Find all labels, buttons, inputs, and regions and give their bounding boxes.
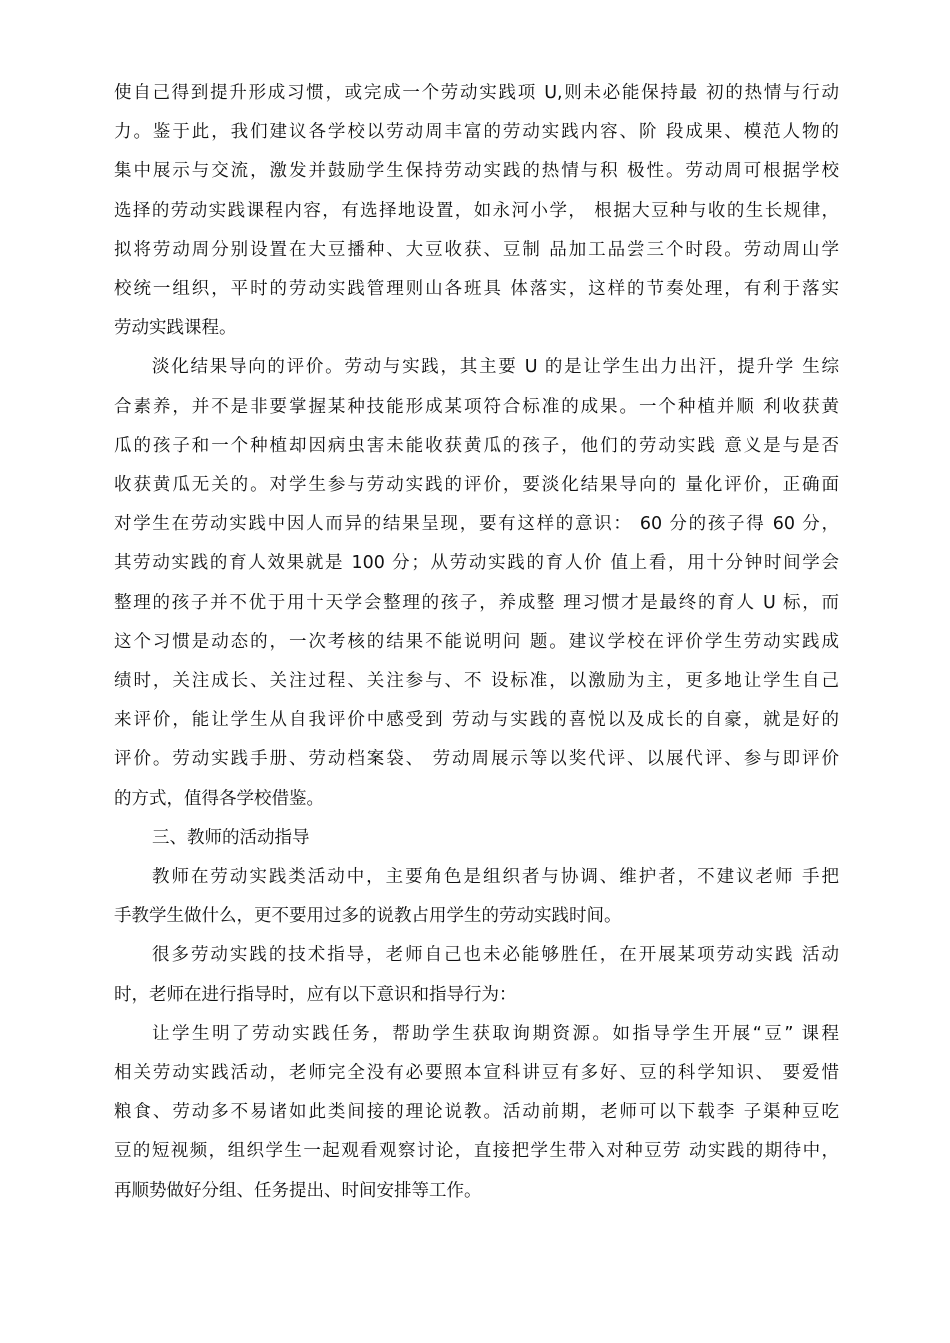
text-line: 劳动实践课程。: [114, 318, 237, 339]
text-line: 豆的短视频，组织学生一起观看观察讨论，直接把学生带入对种豆劳 动实践的期待中，: [114, 1141, 839, 1162]
text-line: 集中展示与交流，激发并鼓励学生保持劳动实践的热情与积 极性。劳动周可根据学校: [114, 161, 839, 182]
text-line: 教师在劳动实践类活动中，主要角色是组织者与协调、维护者，不建议老师 手把: [152, 867, 839, 888]
paragraph: [114, 858, 839, 936]
text-line: 粮食、劳动多不易诸如此类间接的理论说教。活动前期，老师可以下载李 子渠种豆吃: [114, 1102, 839, 1123]
text-line: 收获黄瓜无关的。对学生参与劳动实践的评价，要淡化结果导向的 量化评价，正确面: [114, 475, 839, 496]
text-line: 手教学生做什么，更不要用过多的说教占用学生的劳动实践时间。: [114, 906, 622, 927]
text-line: 校统一组织，平时的劳动实践管理则山各班具 体落实，这样的节奏处理，有利于落实: [114, 279, 839, 300]
paragraph: [114, 819, 839, 858]
paragraph: [114, 348, 839, 818]
text-line: 整理的孩子并不优于用十天学会整理的孩子，养成整 理习惯才是最终的育人 U 标，而: [114, 592, 839, 613]
text-line: 使自己得到提升形成习惯，或完成一个劳动实践项 U,则未必能保持最 初的热情与行动: [114, 83, 839, 103]
text-line: 的方式，值得各学校借鉴。: [114, 788, 324, 809]
text-line: 瓜的孩子和一个种植却因病虫害未能收获黄瓜的孩子，他们的劳动实践 意义是与是否: [114, 435, 839, 456]
text-line: 拟将劳动周分别设置在大豆播种、大豆收获、豆制 品加工品尝三个时段。劳动周山学: [114, 239, 839, 260]
text-line: 力。鉴于此，我们建议各学校以劳动周丰富的劳动实践内容、阶 段成果、模范人物的: [114, 122, 839, 143]
text-line: 很多劳动实践的技术指导，老师自己也未必能够胜任，在开展某项劳动实践 活动: [152, 945, 839, 966]
text-line: 来评价，能让学生从自我评价中感受到 劳动与实践的喜悦以及成长的自豪，就是好的: [114, 710, 839, 731]
paragraph: [114, 936, 839, 1014]
text-line: 这个习惯是动态的，一次考核的结果不能说明问 题。建议学校在评价学生劳动实践成: [114, 631, 839, 652]
text-line: 淡化结果导向的评价。劳动与实践，其主要 U 的是让学生出力出汗，提升学 生综: [152, 357, 839, 378]
text-line: 三、教师的活动指导: [152, 827, 310, 848]
text-line: 让学生明了劳动实践任务，帮助学生获取询期资源。如指导学生开展“豆” 课程: [152, 1023, 839, 1044]
paragraph: [114, 1015, 839, 1211]
text-line: 选择的劳动实践课程内容，有选择地设置，如永河小学， 根据大豆种与收的生长规律，: [114, 200, 839, 221]
text-line: 合素养，并不是非要掌握某种技能形成某项符合标准的成果。一个种植并顺 利收获黄: [114, 396, 839, 417]
paragraph: [114, 74, 839, 348]
text-line: 其劳动实践的育人效果就是 100 分；从劳动实践的育人价 值上看，用十分钟时间学会: [114, 553, 839, 574]
document-body: [114, 74, 839, 1211]
text-line: 时，老师在进行指导时，应有以下意识和指导行为：: [114, 984, 517, 1005]
text-line: 绩时，关注成长、关注过程、关注参与、不 设标准，以激励为主，更多地让学生自己: [114, 671, 839, 692]
text-line: 相关劳动实践活动，老师完全没有必要照本宣科讲豆有多好、豆的科学知识、 要爱惜: [114, 1063, 839, 1084]
text-line: 评价。劳动实践手册、劳动档案袋、 劳动周展示等以奖代评、以展代评、参与即评价: [114, 749, 839, 770]
text-line: 再顺势做好分组、任务提出、时间安排等工作。: [114, 1180, 482, 1201]
text-line: 对学生在劳动实践中因人而异的结果呈现，要有这样的意识： 60 分的孩子得 60 分，: [114, 514, 839, 535]
